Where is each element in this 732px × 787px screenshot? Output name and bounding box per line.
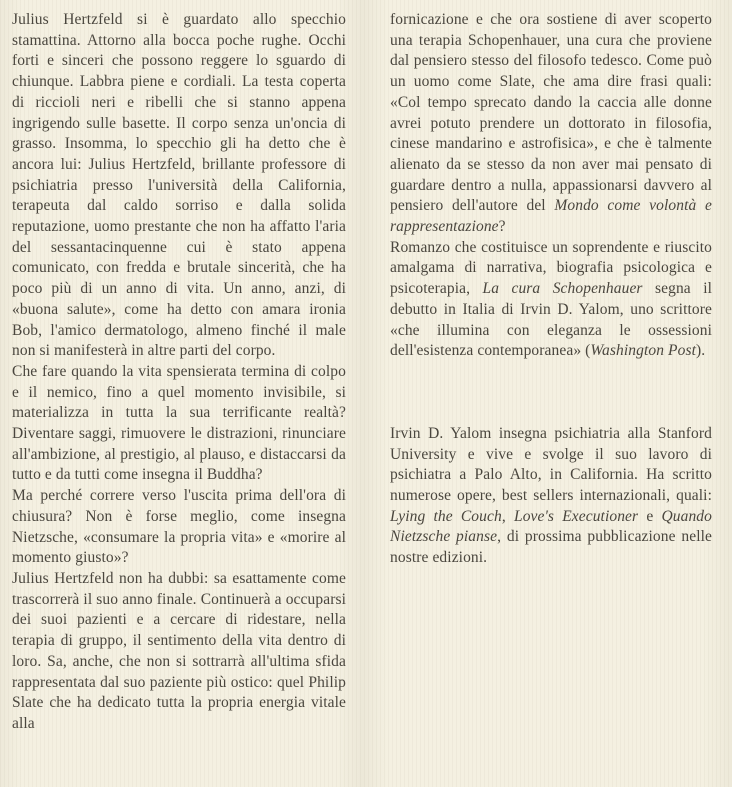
paragraph-author-bio	[390, 424, 712, 569]
paragraph-fornicazione	[390, 10, 712, 238]
italic-title: Lying the Couch	[390, 507, 502, 525]
right-column	[390, 10, 712, 787]
italic-title: La cura Schopenhauer	[482, 280, 643, 298]
paragraph-non-ha-dubbi	[12, 569, 346, 735]
text-run: ).	[696, 342, 706, 360]
text-run: Romanzo che costituisce un soprendente e riuscito amalgama di narrativa, biografia psicologica e psicoterapia,	[390, 238, 712, 298]
paragraph-romanzo	[390, 238, 712, 362]
text-run: Che fare quando la vita spensierata termina di colpo e il nemico, fino a quel momento invisibile, si materializza in tutta la sua terrificante realtà? Diventare saggi, rimuovere le distrazioni, rinunciare all'ambizione, al prestigio, al plauso, e distaccarsi da tutto e da tutti come insegna il Buddha?	[12, 362, 346, 484]
italic-title: Washington Post	[590, 342, 696, 360]
text-run: , di prossima pubblicazione nelle nostre edizioni.	[390, 528, 712, 567]
text-run: segna il debutto in Italia di Irvin D. Yalom, uno scrittore «che illumina con eleganza le ossessioni dell'esistenza contemporanea» (	[390, 280, 713, 360]
italic-title: Love's Executioner	[513, 507, 639, 525]
column-gutter	[346, 10, 390, 787]
text-run: e	[638, 507, 662, 525]
text-run: fornicazione e che ora sostiene di aver scoperto una terapia Schopenhauer, una cura che proviene dal pensiero stesso del filosofo tedesco. Come può un uomo come Slate, che ama dire frasi quali: «Col tempo sprecato dando la caccia alle donne avrei potuto prendere un dottorato in filosofia, cinese mandarino e astrofisica», e che è talmente alienato da se stesso da non aver mai pensato di guardare dentro a nulla, appassionarsi davvero al pensiero dell'autore del	[390, 11, 712, 215]
italic-title: Mondo come volontà e rappresentazione	[390, 197, 712, 236]
text-run: Ma perché correre verso l'uscita prima dell'ora di chiusura? Non è forse meglio, come insegna Nietzsche, «consumare la propria vita» e «morire al momento giusto»?	[12, 487, 346, 567]
paragraph-ma-perche	[12, 486, 346, 569]
italic-title: Quando Nietzsche pianse	[390, 507, 712, 546]
text-run: Irvin D. Yalom insegna psichiatria alla Stanford University e vive e svolge il suo lavoro di psichiatra a Palo Alto, in California. Ha scritto numerose opere, best sellers internazionali, quali:	[390, 424, 712, 505]
paragraph-che-fare	[12, 362, 346, 486]
text-run: Julius Hertzfeld non ha dubbi: sa esattamente come trascorrerà il suo anno finale. Continuerà a occuparsi dei suoi pazienti e a cercare di ridestare, nella terapia di gruppo, il sentimento della vita dentro di loro. Sa, anche, che non si sottrarrà all'ultima sfida rappresentata dal suo paziente più ostico: quel Philip Slate che ha dedicato tutta la propria energia vitale alla	[12, 569, 346, 732]
section-gap	[390, 362, 712, 424]
left-column	[12, 10, 346, 787]
paragraph-portrait	[12, 10, 346, 362]
text-run: Julius Hertzfeld si è guardato allo specchio stamattina. Attorno alla bocca poche rughe. Occhi forti e sinceri che possono reggere lo sguardo di chiunque. Labbra piene e cordiali. La testa coperta di riccioli neri e ribelli che si stanno appena ingrigendo sulle basette. Il corpo senza un'oncia di grasso. Insomma, lo specchio gli ha detto che è ancora lui: Julius Hertzfeld, brillante professore di psichiatria presso l'università della California, terapeuta dal caldo sorriso e dalla solida reputazione, uomo prestante che non ha affatto l'aria del sessantacinquenne cui è stato appena comunicato, con fredda e brutale sincerità, che ha poco più di un anno di vita. Un anno, anzi, di «buona salute», come ha detto con amara ironia Bob, l'amico dermatologo, almeno finché il male non si manifesterà in altre parti del corpo.	[12, 11, 346, 360]
text-run: ,	[501, 507, 514, 525]
text-run: ?	[498, 218, 506, 236]
